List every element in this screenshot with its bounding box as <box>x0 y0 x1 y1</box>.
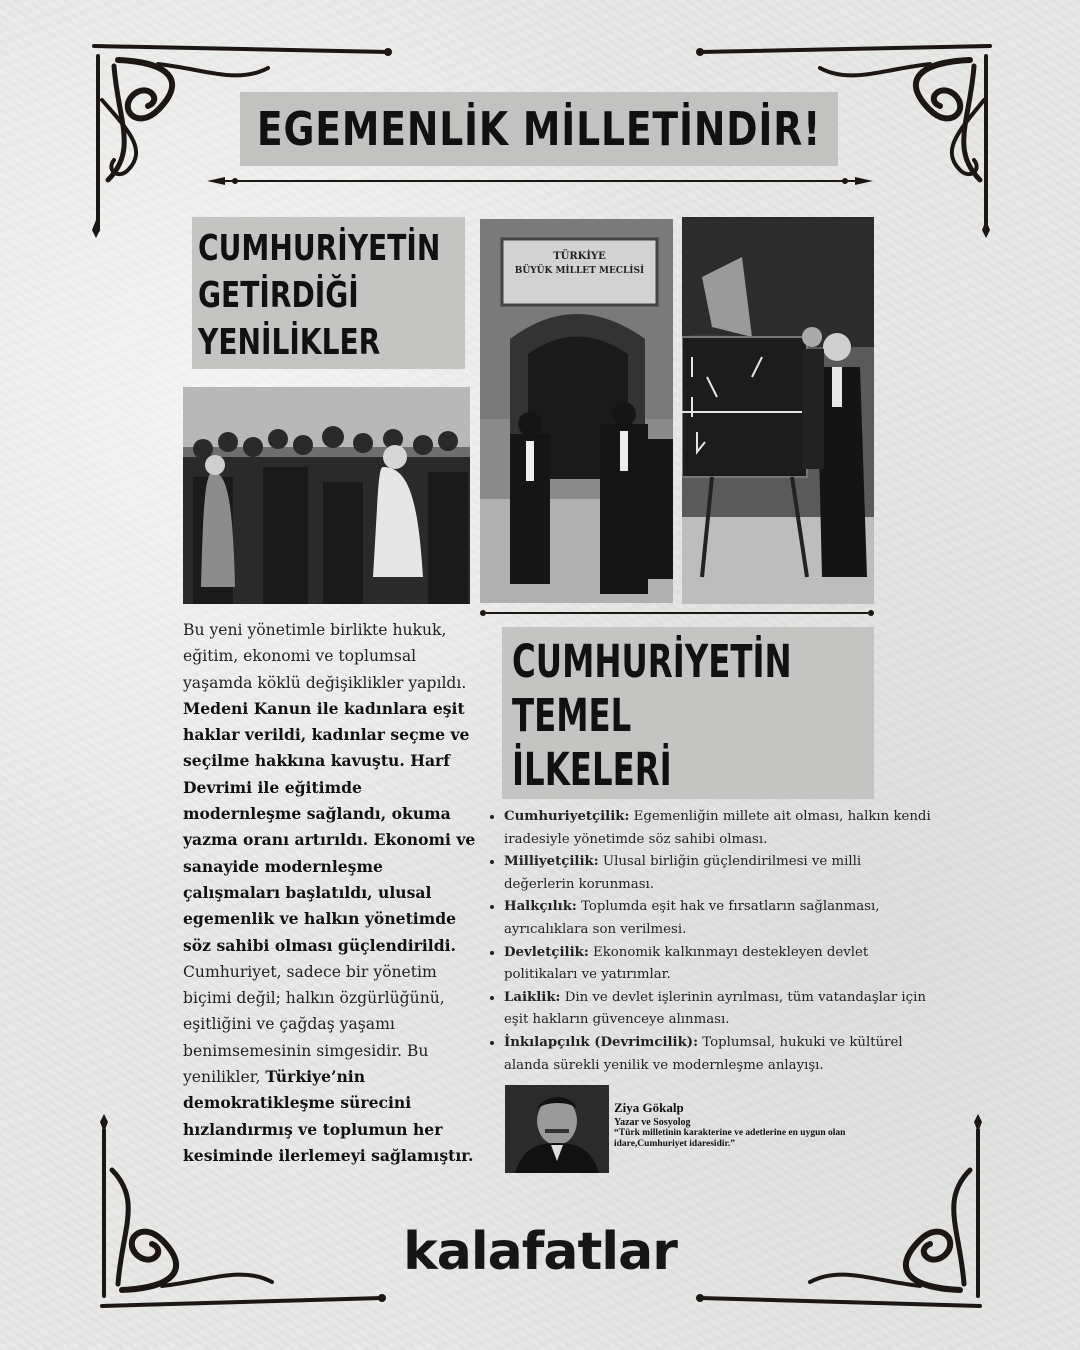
title-banner <box>240 92 838 166</box>
crowd-photo <box>183 387 470 604</box>
principle-term: Devletçilik: <box>504 944 589 960</box>
principle-term: Halkçılık: <box>504 899 577 915</box>
principle-term: Milliyetçilik: <box>504 854 599 870</box>
body-paragraph-bold: Medeni Kanun ile kadınlara eşit haklar verildi, kadınlar seçme ve seçilme hakkına kavuştu. Harf Devrimi ile eğitimde modernleşme sağlandı, okuma yazma oranı artırıldı. Ekonomi ve sanayide modernleşme çalışmaları başlatıldı, ulusal egemenlik ve halkın yönetimde söz sahibi olması güçlendirildi. <box>183 698 476 955</box>
principles-list <box>486 806 934 1077</box>
photo-sign-line: BÜYÜK MİLLET MECLİSİ <box>514 266 645 276</box>
page-title: EGEMENLİK MİLLETİNDİR! <box>256 102 822 156</box>
parliament-photo <box>480 219 673 603</box>
innovations-text <box>183 617 483 1169</box>
principle-text: Ulusal birliğin güçlendirilmesi ve milli değerlerin korunması. <box>504 854 862 892</box>
principle-text: Egemenliğin millete ait olması, halkın kendi iradesiyle yönetimde söz sahibi olması. <box>504 809 931 847</box>
list-item <box>504 851 934 896</box>
title-divider <box>205 174 875 188</box>
list-item <box>504 987 934 1032</box>
heading-line: CUMHURİYETİN <box>512 635 792 688</box>
list-item <box>504 896 934 941</box>
photo-divider <box>478 608 876 618</box>
heading-line: TEMEL <box>512 689 632 742</box>
section-heading-principles <box>502 627 874 799</box>
principle-text: Din ve devlet işlerinin ayrılması, tüm vatandaşlar için eşit hakların güvenceye alınması. <box>504 989 926 1028</box>
list-item <box>504 942 934 987</box>
portrait-photo <box>505 1085 609 1173</box>
quote-block <box>614 1100 904 1150</box>
heading-line: CUMHURİYETİN <box>198 228 441 269</box>
heading-line: İLKELERİ <box>512 743 672 796</box>
principle-term: Laiklik: <box>504 989 561 1005</box>
section-heading-innovations <box>192 217 465 369</box>
principle-term: İnkılapçılık (Devrimcilik): <box>504 1034 699 1050</box>
list-item <box>504 1032 934 1077</box>
list-item <box>504 806 934 851</box>
principle-text: Toplumda eşit hak ve fırsatların sağlanması, ayrıcalıklara son verilmesi. <box>504 899 880 937</box>
photo-sign-line: TÜRKİYE <box>553 251 606 262</box>
heading-line: YENİLİKLER <box>198 322 381 363</box>
body-paragraph: Cumhuriyet, sadece bir yönetim biçimi değil; halkın özgürlüğünü, eşitliğini ve çağdaş yaşamı benimsemesinin simgesidir. Bu yenilikler, <box>183 962 445 1087</box>
principle-term: Cumhuriyetçilik: <box>504 809 630 824</box>
brand-logo: kalafatlar <box>403 1222 677 1282</box>
quote-author: Ziya Gökalp <box>614 1100 684 1115</box>
quote-author-role: Yazar ve Sosyolog <box>614 1117 691 1128</box>
heading-line: GETİRDİĞİ <box>198 275 359 316</box>
body-paragraph: Bu yeni yönetimle birlikte hukuk, eğitim, ekonomi ve toplumsal yaşamda köklü değişiklikler yapıldı. <box>183 621 467 692</box>
quote-text: “Türk milletinin karakterine ve adetlerine en uygun olan idare,Cumhuriyet idaresidir.” <box>614 1128 846 1149</box>
body-paragraph-bold: Türkiye’nin demokratikleşme sürecini hızlandırmış ve toplumun her kesiminde ilerlemeyi sağlamıştır. <box>183 1067 474 1165</box>
principle-text: Toplumsal, hukuki ve kültürel alanda sürekli yenilik ve modernleşme anlayışı. <box>504 1034 903 1073</box>
blackboard-photo <box>682 217 874 604</box>
principle-text: Ekonomik kalkınmayı destekleyen devlet politikaları ve yatırımlar. <box>504 944 869 983</box>
